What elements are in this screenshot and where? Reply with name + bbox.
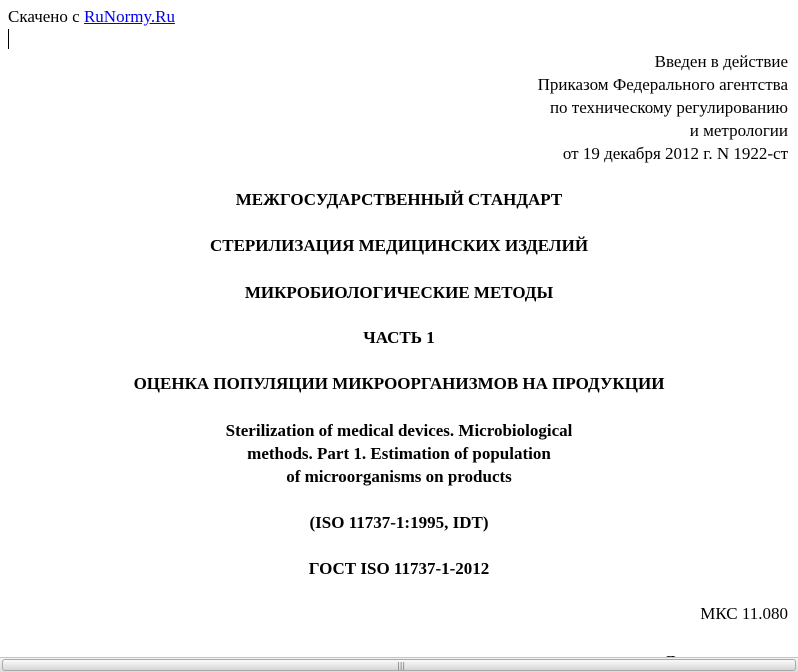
horizontal-scrollbar[interactable] bbox=[0, 657, 798, 672]
title-line-1: СТЕРИЛИЗАЦИЯ МЕДИЦИНСКИХ ИЗДЕЛИЙ bbox=[209, 236, 589, 255]
runormy-link[interactable]: RuNormy.Ru bbox=[83, 7, 175, 26]
title-line-2: МИКРОБИОЛОГИЧЕСКИЕ МЕТОДЫ bbox=[244, 283, 554, 302]
subtitle-heading: ОЦЕНКА ПОПУЛЯЦИИ МИКРООРГАНИЗМОВ НА ПРОДУКЦИИ bbox=[133, 374, 665, 393]
introduction-block bbox=[538, 50, 788, 165]
downloaded-prefix: Скачено с bbox=[8, 7, 84, 26]
intro-line: по техническому регулированию bbox=[549, 98, 788, 117]
iso-reference: (ISO 11737-1:1995, IDT) bbox=[309, 513, 489, 532]
gost-number: ГОСТ ISO 11737-1-2012 bbox=[308, 559, 490, 578]
standard-type-heading: МЕЖГОСУДАРСТВЕННЫЙ СТАНДАРТ bbox=[235, 190, 563, 209]
part-heading: ЧАСТЬ 1 bbox=[363, 328, 435, 347]
scrollbar-thumb[interactable] bbox=[2, 659, 796, 671]
downloaded-from-line bbox=[8, 5, 175, 28]
intro-line: Приказом Федерального агентства bbox=[537, 75, 788, 94]
english-title-line: of microorganisms on products bbox=[286, 467, 512, 486]
text-cursor bbox=[8, 29, 9, 49]
intro-line: Введен в действие bbox=[654, 52, 788, 71]
mks-code: МКС 11.080 bbox=[700, 604, 788, 623]
english-title-line: Sterilization of medical devices. Microbiological bbox=[225, 421, 573, 440]
grip-icon: ||| bbox=[397, 661, 406, 670]
english-title bbox=[0, 419, 798, 488]
intro-line: от 19 декабря 2012 г. N 1922-ст bbox=[562, 144, 788, 163]
intro-line: и метрологии bbox=[689, 121, 788, 140]
english-title-line: methods. Part 1. Estimation of population bbox=[247, 444, 551, 463]
